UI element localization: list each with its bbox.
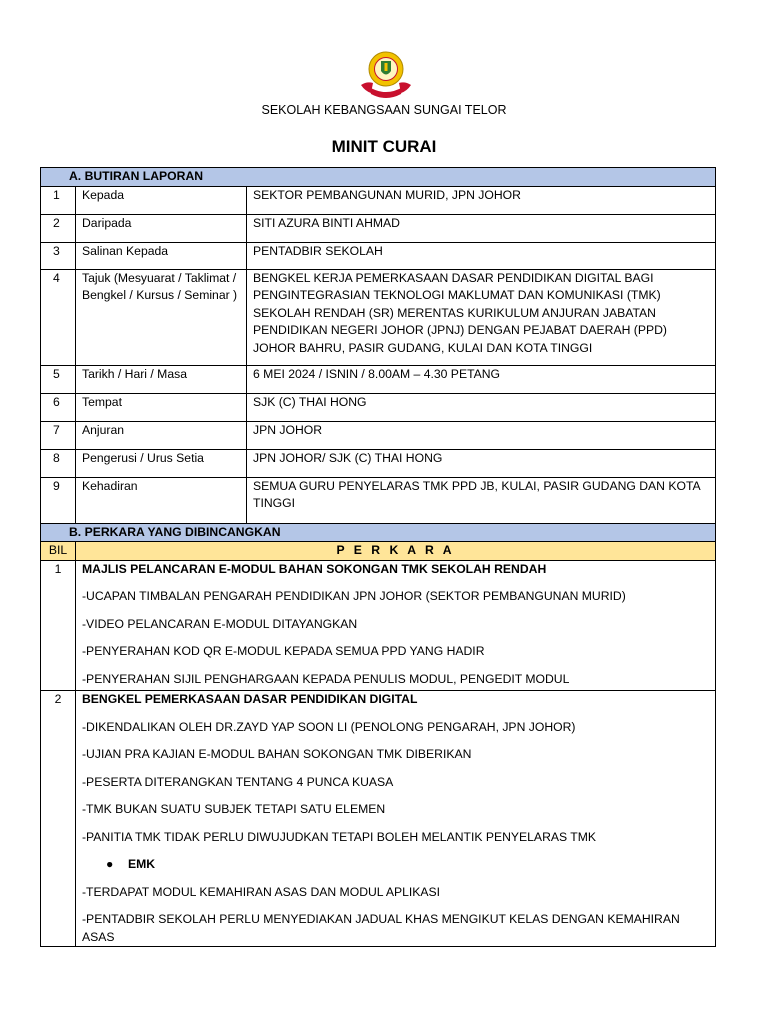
table-row: [41, 449, 716, 477]
item-point: -PESERTA DITERANGKAN TENTANG 4 PUNCA KUASA: [82, 774, 394, 789]
table-row: [41, 477, 716, 523]
row-label: Kepada: [76, 186, 247, 214]
item-content: [76, 560, 716, 691]
row-value: BENGKEL KERJA PEMERKASAAN DASAR PENDIDIKAN DIGITAL BAGI PENGINTEGRASIAN TEKNOLOGI MAKLUMAT DAN KOMUNIKASI (TMK) SEKOLAH RENDAH (SR) MERENTAS KURIKULUM ANJURAN JABATAN PENDIDIKAN NEGERI JOHOR (JPNJ) DENGAN PEJABAT DAERAH (PPD) JOHOR BAHRU, PASIR GUDANG, KULAI DAN KOTA TINGGI: [247, 269, 716, 365]
row-value: SEMUA GURU PENYELARAS TMK PPD JB, KULAI, PASIR GUDANG DAN KOTA TINGGI: [247, 477, 716, 523]
item-point: -TERDAPAT MODUL KEMAHIRAN ASAS DAN MODUL APLIKASI: [82, 884, 441, 899]
row-number: 1: [41, 186, 76, 214]
row-label: Tempat: [76, 393, 247, 421]
row-number: 6: [41, 393, 76, 421]
table-row: [41, 560, 716, 691]
table-row: [41, 269, 716, 365]
item-point: -PENYERAHAN SIJIL PENGHARGAAN KEPADA PENULIS MODUL, PENGEDIT MODUL: [82, 671, 570, 686]
document-title: MINIT CURAI: [331, 137, 437, 156]
row-label: Tarikh / Hari / Masa: [76, 365, 247, 393]
row-number: 5: [41, 365, 76, 393]
item-point: -PENTADBIR SEKOLAH PERLU MENYEDIAKAN JADUAL KHAS MENGIKUT KELAS DENGAN KEMAHIRAN ASAS: [82, 912, 680, 944]
school-crest-logo: [359, 47, 413, 101]
col-perkara-header: P E R K A R A: [76, 542, 716, 561]
row-value: JPN JOHOR/ SJK (C) THAI HONG: [247, 449, 716, 477]
table-row: [41, 186, 716, 214]
row-value: JPN JOHOR: [247, 421, 716, 449]
item-heading: BENGKEL PEMERKASAAN DASAR PENDIDIKAN DIGITAL: [82, 692, 418, 706]
section-b-header: [41, 523, 716, 542]
table-row: [41, 242, 716, 269]
item-point: -PENYERAHAN KOD QR E-MODUL KEPADA SEMUA PPD YANG HADIR: [82, 644, 485, 658]
col-bil-header: BIL: [41, 542, 76, 561]
row-number: 7: [41, 421, 76, 449]
item-point: -UJIAN PRA KAJIAN E-MODUL BAHAN SOKONGAN TMK DIBERIKAN: [82, 747, 472, 761]
section-a-title: A. BUTIRAN LAPORAN: [41, 168, 716, 187]
column-header-row: [41, 542, 716, 561]
row-number: 9: [41, 477, 76, 523]
row-number: 3: [41, 242, 76, 269]
item-point: -TMK BUKAN SUATU SUBJEK TETAPI SATU ELEMEN: [82, 802, 386, 816]
section-a-header: [41, 168, 716, 187]
minutes-table: [40, 167, 716, 947]
row-label: Kehadiran: [76, 477, 247, 523]
row-value: SJK (C) THAI HONG: [247, 393, 716, 421]
bullet-dot-icon: ●: [106, 857, 114, 871]
row-number: 4: [41, 269, 76, 365]
item-point: -DIKENDALIKAN OLEH DR.ZAYD YAP SOON LI (PENOLONG PENGARAH, JPN JOHOR): [82, 719, 576, 734]
row-number: 8: [41, 449, 76, 477]
row-label: Daripada: [76, 214, 247, 242]
row-value: SITI AZURA BINTI AHMAD: [247, 214, 716, 242]
item-point: -VIDEO PELANCARAN E-MODUL DITAYANGKAN: [82, 616, 358, 631]
row-value: PENTADBIR SEKOLAH: [247, 242, 716, 269]
school-name: SEKOLAH KEBANGSAAN SUNGAI TELOR: [261, 103, 507, 117]
item-heading: MAJLIS PELANCARAN E-MODUL BAHAN SOKONGAN TMK SEKOLAH RENDAH: [82, 561, 547, 576]
table-row: [41, 691, 716, 947]
table-row: [41, 393, 716, 421]
bullet-label: EMK: [128, 857, 156, 871]
section-b-title: B. PERKARA YANG DIBINCANGKAN: [41, 523, 716, 542]
table-row: [41, 365, 716, 393]
row-label: Pengerusi / Urus Setia: [76, 449, 247, 477]
row-value: SEKTOR PEMBANGUNAN MURID, JPN JOHOR: [247, 186, 716, 214]
item-point: -UCAPAN TIMBALAN PENGARAH PENDIDIKAN JPN JOHOR (SEKTOR PEMBANGUNAN MURID): [82, 589, 626, 603]
row-number: 2: [41, 214, 76, 242]
table-row: [41, 214, 716, 242]
row-label: Anjuran: [76, 421, 247, 449]
item-point: -PANITIA TMK TIDAK PERLU DIWUJUDKAN TETAPI BOLEH MELANTIK PENYELARAS TMK: [82, 829, 597, 844]
table-row: [41, 421, 716, 449]
item-content: [76, 691, 716, 947]
row-value: 6 MEI 2024 / ISNIN / 8.00AM – 4.30 PETANG: [247, 365, 716, 393]
row-number: 2: [41, 691, 76, 947]
row-number: 1: [41, 560, 76, 691]
bullet-item: [82, 856, 709, 874]
row-label: Salinan Kepada: [76, 242, 247, 269]
row-label: Tajuk (Mesyuarat / Taklimat / Bengkel / Kursus / Seminar ): [76, 269, 247, 365]
